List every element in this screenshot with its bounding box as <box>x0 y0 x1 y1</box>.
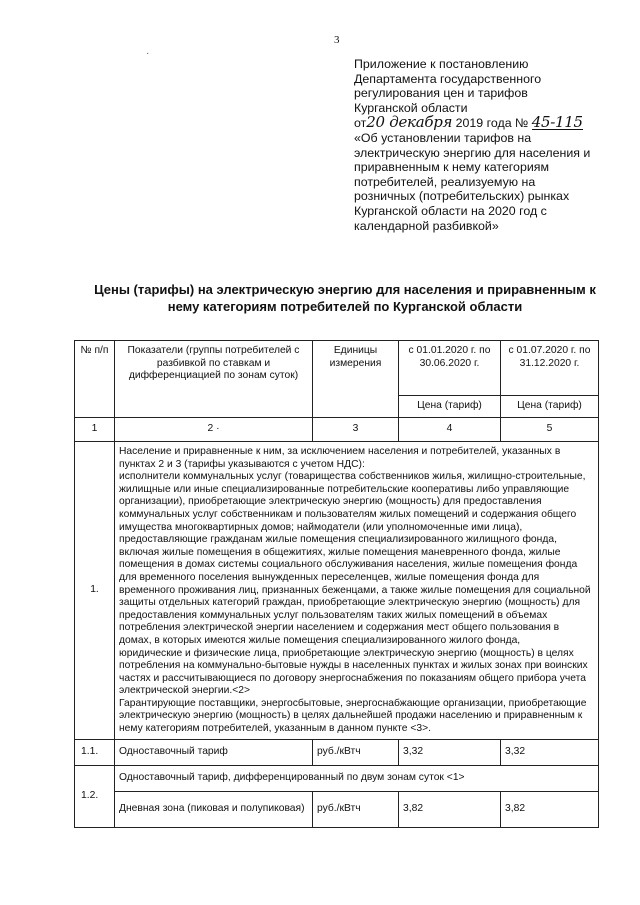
col-number: 5 <box>501 418 599 442</box>
annex-subject-line: электрическую энергию для населения и <box>354 145 591 160</box>
annex-subject-line: розничных (потребительских) рынках <box>354 189 570 204</box>
row-1-2-sub-value-2: 3,82 <box>501 791 599 827</box>
annex-line: регулирования цен и тарифов <box>354 86 528 101</box>
col-number-mark: · <box>216 423 220 435</box>
col-number-value: 2 <box>207 423 214 435</box>
annex-line: Приложение к постановлению <box>354 57 529 71</box>
header-price-2: Цена (тариф) <box>501 396 599 418</box>
row-1-1-unit: руб./кВтч <box>313 739 399 765</box>
annex-subject-line: Курганской области на 2020 год с <box>354 203 547 218</box>
row-1-1-value-2: 3,32 <box>501 739 599 765</box>
row-1-paragraph: исполнители коммунальных услуг (товарищества собственников жилья, жилищно-строительные, жилищные или иные специализированные потребительские кооперативы либо управляющие организации), приобретающие электрическую энергию (мощность) для предоставления коммунальных услуг собственникам и пользователям жилых помещений и содержания общего имущества многоквартирных домов; наймодатели (или уполномоченные ими лица), предоставляющие гражданам жилые помещения специализированного жилищного фонда, включая жилые помещения в общежитиях, жилые помещения маневренного фонда, жилые помещения в домах системы социального обслуживания населения, жилые помещения фонда для временного поселения вынужденных переселенцев, жилые помещения фонда для временного проживания лиц, признанных беженцами, а также жилые помещения для социальной защиты отдельных категорий граждан, приобретающие электрическую энергию (мощность) для предоставления коммунальных услуг пользователям таких жилых помещений в объемах потребления электрической энергии населением и содержания мест общего пользования в домах, в которых имеются жилые помещения специализированного жилого фонда, <box>119 471 591 646</box>
margin-mark: · <box>146 48 150 59</box>
annex-header <box>354 57 624 233</box>
row-1-paragraph: юридические и физические лица, приобретающие электрическую энергию (мощность) в целях потребления на коммунально-бытовые нужды в населенных пунктах и жилых зонах при воинских частях и рассчитывающиеся по договору энергоснабжения по показаниям общего прибора учета электрической энергии.<2> <box>119 647 588 697</box>
row-1-2-label: Одноставочный тариф, дифференцированный по двум зонам суток <1> <box>115 765 599 791</box>
row-1-1-value-1: 3,32 <box>399 739 501 765</box>
row-1-paragraph: Население и приравненные к ним, за исключением населения и потребителей, указанных в пунктах 2 и 3 (тарифы указываются с учетом НДС): <box>119 446 561 470</box>
header-period-2: с 01.07.2020 г. по 31.12.2020 г. <box>501 341 599 396</box>
col-number: 1 <box>75 418 115 442</box>
header-period-1: с 01.01.2020 г. по 30.06.2020 г. <box>399 341 501 396</box>
header-num: № п/п <box>75 341 115 418</box>
handwritten-date: 20 декабря <box>366 113 453 132</box>
annex-date-line <box>354 115 624 131</box>
title-line: нему категориям потребителей по Курганской области <box>167 299 523 314</box>
annex-line: Курганской области <box>354 100 468 115</box>
col-number: 3 <box>313 418 399 442</box>
row-1-2-sub-value-1: 3,82 <box>399 791 501 827</box>
row-1-num: 1. <box>75 442 115 740</box>
header-indicators: Показатели (группы потребителей с разбивкой по ставкам и дифференциацией по зонам суток) <box>115 341 313 418</box>
col-number: 4 <box>399 418 501 442</box>
date-suffix: 2019 года № <box>455 116 529 131</box>
row-1-2-sub-label: Дневная зона (пиковая и полупиковая) <box>115 791 313 827</box>
annex-subject-line: потребителей, реализуемую на <box>354 174 536 189</box>
annex-line: Департамента государственного <box>354 71 542 86</box>
handwritten-number: 45-115 <box>531 113 583 132</box>
header-price-1: Цена (тариф) <box>399 396 501 418</box>
title-line: Цены (тарифы) на электрическую энергию для населения и приравненным к <box>94 282 596 297</box>
date-prefix: от <box>354 116 367 131</box>
header-unit: Единицы измерения <box>313 341 399 418</box>
row-1-1-num: 1.1. <box>75 739 115 765</box>
document-title <box>60 281 630 315</box>
annex-subject-line: календарной разбивкой» <box>354 218 499 233</box>
page-number: 3 <box>334 34 340 46</box>
tariff-table <box>74 340 599 828</box>
annex-subject-line: «Об установлении тарифов на <box>354 130 532 145</box>
row-1-1-label: Одноставочный тариф <box>115 739 313 765</box>
row-1-description <box>115 442 599 740</box>
col-number <box>115 418 313 442</box>
annex-subject-line: приравненным к нему категориям <box>354 160 549 175</box>
row-1-paragraph: Гарантирующие поставщики, энергосбытовые, энергоснабжающие организации, приобретающие электрическую энергию (мощность) в целях дальнейшей продажи населению и приравненным к нему категориям потребителей, указанным в данном пункте <3>. <box>119 697 587 735</box>
row-1-2-num: 1.2. <box>75 765 115 827</box>
row-1-2-sub-unit: руб./кВтч <box>313 791 399 827</box>
